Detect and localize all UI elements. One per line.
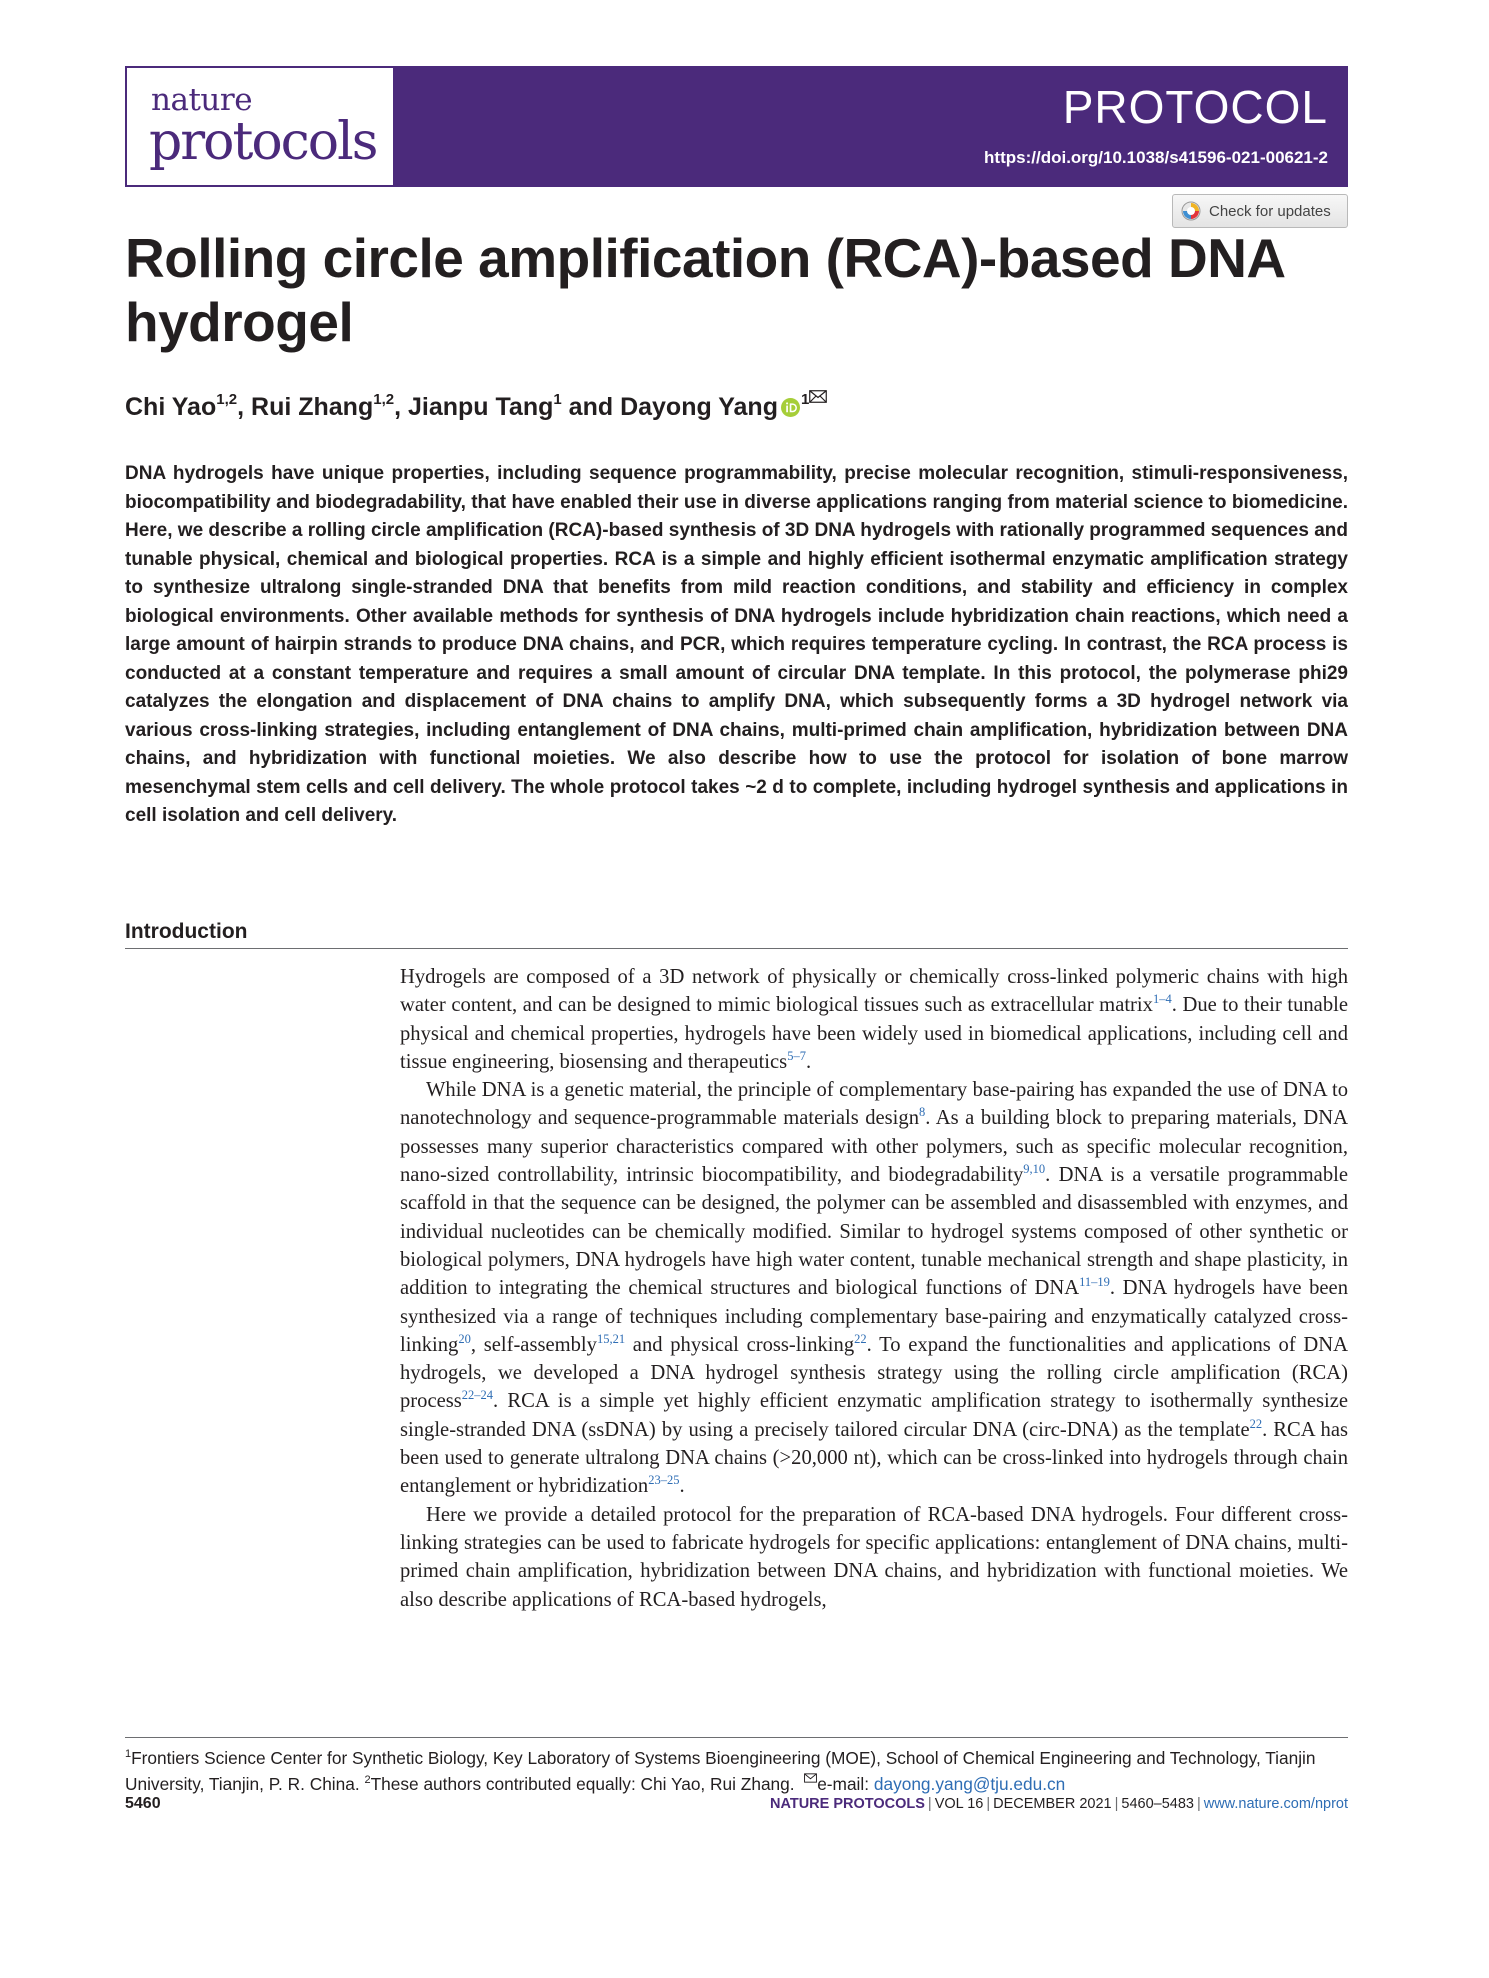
article-type-label: PROTOCOL [1062,81,1328,133]
page-number: 5460 [125,1795,161,1812]
citation-ref[interactable]: 9,10 [1023,1162,1046,1177]
doi-link[interactable]: https://doi.org/10.1038/s41596-021-00621-2 [984,148,1328,167]
intro-text: . Due to their tunable physical and chemical properties, hydrogels have been widely used in biomedical applications, including cell and tissue engineering, biosensing and therapeutics [400,994,1348,1073]
intro-text: . As a building block to preparing materials, DNA possesses many superior characteristics compared with other polymers, such as specific molecular recognition, nano-sized controllability, intrinsic biocompatibility, and biodegradability [400,1107,1348,1187]
section-divider [125,948,1348,949]
author-list [125,390,827,422]
author-affiliation: 1,2 [373,391,395,408]
footnote-divider [125,1737,1348,1738]
author-separator: , [394,393,408,421]
citation-ref[interactable]: 1–4 [1152,992,1172,1007]
logo-nature-text: nature [151,82,253,118]
intro-text: and physical cross-linking [625,1333,855,1356]
footnote-envelope-icon [804,1773,817,1783]
citation-ref[interactable]: 11–19 [1079,1275,1110,1290]
citation-ref[interactable]: 20 [458,1331,471,1346]
affiliation-footnote [125,1745,1348,1797]
intro-text: Hydrogels are composed of a 3D network of physically or chemically cross-linked polymeric chains with high water content, and can be designed to mimic biological tissues such as extracellular matrix [400,966,1348,1017]
footer-url[interactable]: www.nature.com/nprot [1203,1796,1348,1812]
citation-ref[interactable]: 22 [854,1331,867,1346]
intro-paragraph [400,963,1348,1076]
citation-ref[interactable]: 15,21 [596,1331,626,1346]
author-affiliation: 1 [800,391,810,408]
journal-header [125,66,1348,187]
check-for-updates-button[interactable] [1172,194,1348,228]
citation-ref[interactable]: 23–25 [648,1473,680,1488]
email-link[interactable]: dayong.yang@tju.edu.cn [873,1774,1066,1794]
header-banner [395,66,1348,187]
introduction-body [400,963,1348,1614]
intro-text: . RCA has been used to generate ultralong DNA chains (>20,000 nt), which can be cross-linked into hydrogels through chain entanglement or hybridization [400,1418,1348,1498]
intro-text: Here we provide a detailed protocol for the preparation of RCA-based DNA hydrogels. Four different cross-linking strategies can be used to fabricate hydrogels for specific applications: entanglement of DNA chains, multi-primed chain amplification, hybridization between DNA chains, and hybridization with functional moieties. We also describe applications of RCA-based hydrogels, [400,1503,1348,1611]
section-heading-introduction: Introduction [125,920,248,943]
email-envelope-icon[interactable] [809,390,827,403]
author-name[interactable]: Chi Yao [125,393,217,421]
affiliation-text: Frontiers Science Center for Synthetic Biology, Key Laboratory of Systems Bioengineering (MOE), School of Chemical Engineering and Technology, Tianjin University, Tianjin, P. R. China. [125,1748,1316,1794]
intro-text: . DNA hydrogels have been synthesized via a range of techniques including complementary base-pairing and enzymatically catalyzed cross-linking [400,1277,1348,1356]
citation-ref[interactable]: 5–7 [787,1048,806,1063]
intro-paragraph [400,1501,1348,1614]
author-name[interactable]: Dayong Yang [620,393,778,421]
intro-text: . DNA is a versatile programmable scaffold in that the sequence can be designed, the polymer can be assembled and disassembled with enzymes, and individual nucleotides can be chemically modified. Similar to hydrogel systems composed of other synthetic or biological polymers, DNA hydrogels have high water content, tunable mechanical strength and shape plasticity, in addition to integrating the chemical structures and biological functions of DNA [400,1164,1348,1300]
author-name[interactable]: Jianpu Tang [408,393,554,421]
affiliation-mark: 1 [125,1748,132,1760]
orcid-icon[interactable] [781,398,800,417]
author-separator: and [561,393,621,421]
author-affiliation: 1,2 [216,391,238,408]
intro-text: . [805,1050,812,1073]
journal-logo[interactable] [125,66,395,187]
intro-text: . [679,1475,685,1498]
affiliation-mark: 2 [364,1774,371,1786]
footer-journal[interactable]: NATURE PROTOCOLS [769,1796,925,1812]
logo-protocols-text: protocols [149,112,377,172]
footer-date: DECEMBER 2021 [993,1796,1112,1812]
email-label: e-mail: [817,1774,874,1794]
author-name[interactable]: Rui Zhang [251,393,374,421]
check-updates-icon [1181,201,1201,221]
equal-contribution-text: These authors contributed equally: Chi Yao, Rui Zhang. [370,1774,795,1794]
intro-text: While DNA is a genetic material, the principle of complementary base-pairing has expanded the use of DNA to nanotechnology and sequence-programmable materials design [400,1079,1348,1130]
abstract: DNA hydrogels have unique properties, including sequence programmability, precise molecular recognition, stimuli-responsiveness, biocompatibility and biodegradability, that have enabled their use in diverse applications ranging from material science to biomedicine. Here, we describe a rolling circle amplification (RCA)-based synthesis of 3D DNA hydrogels with rationally programmed sequences and tunable physical, chemical and biological properties. RCA is a simple and highly efficient isothermal enzymatic amplification strategy to synthesize ultralong single-stranded DNA that benefits from mild reaction conditions, and stability and efficiency in complex biological environments. Other available methods for synthesis of DNA hydrogels include hybridization chain reactions, which need a large amount of hairpin strands to produce DNA chains, and PCR, which requires temperature cycling. In contrast, the RCA process is conducted at a constant temperature and requires a small amount of circular DNA template. In this protocol, the polymerase phi29 catalyzes the elongation and displacement of DNA chains to amplify DNA, which subsequently forms a 3D hydrogel network via various cross-linking strategies, including entanglement of DNA chains, multi-primed chain amplification, hybridization between DNA chains, and hybridization with functional moieties. We also describe how to use the protocol for isolation of bone marrow mesenchymal stem cells and cell delivery. The whole protocol takes ~2 d to complete, including hydrogel synthesis and applications in cell isolation and cell delivery. [125,463,1348,826]
footer-volume: VOL 16 [934,1796,984,1812]
intro-text: . To expand the functionalities and applications of DNA hydrogels, we developed a DNA hydrogel synthesis strategy using the rolling circle amplification (RCA) process [400,1333,1349,1413]
citation-ref[interactable]: 22 [1249,1416,1263,1431]
journal-footer: NATURE PROTOCOLS | VOL 16 | DECEMBER 2021 | 5460–5483 | www.nature.com/nprot [769,1796,1348,1812]
citation-ref[interactable]: 8 [919,1105,926,1120]
citation-ref[interactable]: 22–24 [461,1388,494,1403]
intro-text: . RCA is a simple yet highly efficient enzymatic amplification strategy to isothermally synthesize single-stranded DNA (ssDNA) by using a precisely tailored circular DNA (circ-DNA) as the template [400,1390,1348,1441]
intro-paragraph [400,1076,1348,1500]
intro-text: , self-assembly [470,1333,597,1356]
author-separator: , [237,393,252,421]
footer-pages: 5460–5483 [1121,1796,1194,1812]
check-updates-label: Check for updates [1209,202,1331,220]
article-title: Rolling circle amplification (RCA)-based DNA hydrogel [125,227,1284,353]
author-affiliation: 1 [553,391,562,408]
